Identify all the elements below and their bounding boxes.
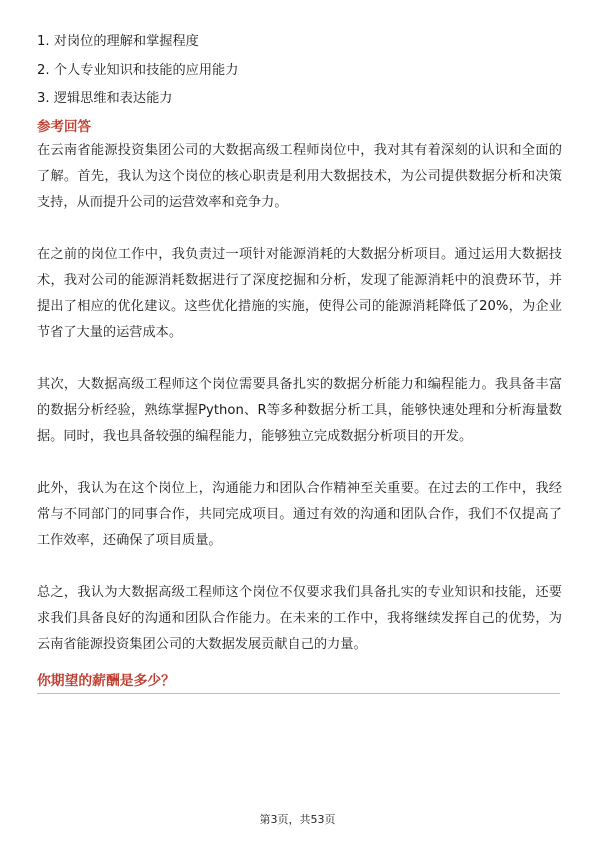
answer-paragraph-3: 其次，大数据高级工程师这个岗位需要具备扎实的数据分析能力和编程能力。我具备丰富的数据分析经验，熟练掌握Python、R等多种数据分析工具，能够快速处理和分析海量数据。同时，我也具备较强的编程能力，能够独立完成数据分析项目的开发。 [37,376,562,444]
answer-paragraph-4: 此外，我认为在这个岗位上，沟通能力和团队合作精神至关重要。在过去的工作中，我经常与不同部门的同事合作，共同完成项目。通过有效的沟通和团队合作，我们不仅提高了工作效率，还确保了项目质量。 [37,480,562,548]
page-number-footer: 第3页，共53页 [259,813,336,826]
document-page [37,28,562,694]
reference-answer-heading: 参考回答 [37,118,91,135]
criteria-item-1: 1. 对岗位的理解和掌握程度 [37,34,199,49]
answer-paragraph-5: 总之，我认为大数据高级工程师这个岗位不仅要求我们具备扎实的专业知识和技能，还要求我们具备良好的沟通和团队合作能力。在未来的工作中，我将继续发挥自己的优势，为云南省能源投资集团公司的大数据发展贡献自己的力量。 [37,584,562,652]
criteria-item-3: 3. 逻辑思维和表达能力 [37,91,173,106]
criteria-item-2: 2. 个人专业知识和技能的应用能力 [37,62,239,78]
answer-paragraph-2: 在之前的岗位工作中，我负责过一项针对能源消耗的大数据分析项目。通过运用大数据技术，我对公司的能源消耗数据进行了深度挖掘和分析，发现了能源消耗中的浪费环节，并提出了相应的优化建议。这些优化措施的实施，使得公司的能源消耗降低了20%，为企业节省了大量的运营成本。 [37,246,562,340]
answer-paragraph-1: 在云南省能源投资集团公司的大数据高级工程师岗位中，我对其有着深刻的认识和全面的了解。首先，我认为这个岗位的核心职责是利用大数据技术，为公司提供数据分析和决策支持，从而提升公司的运营效率和竞争力。 [37,142,562,210]
answer-body [37,138,562,658]
criteria-list [37,28,562,114]
next-question-heading: 你期望的薪酬是多少？ [37,671,560,694]
